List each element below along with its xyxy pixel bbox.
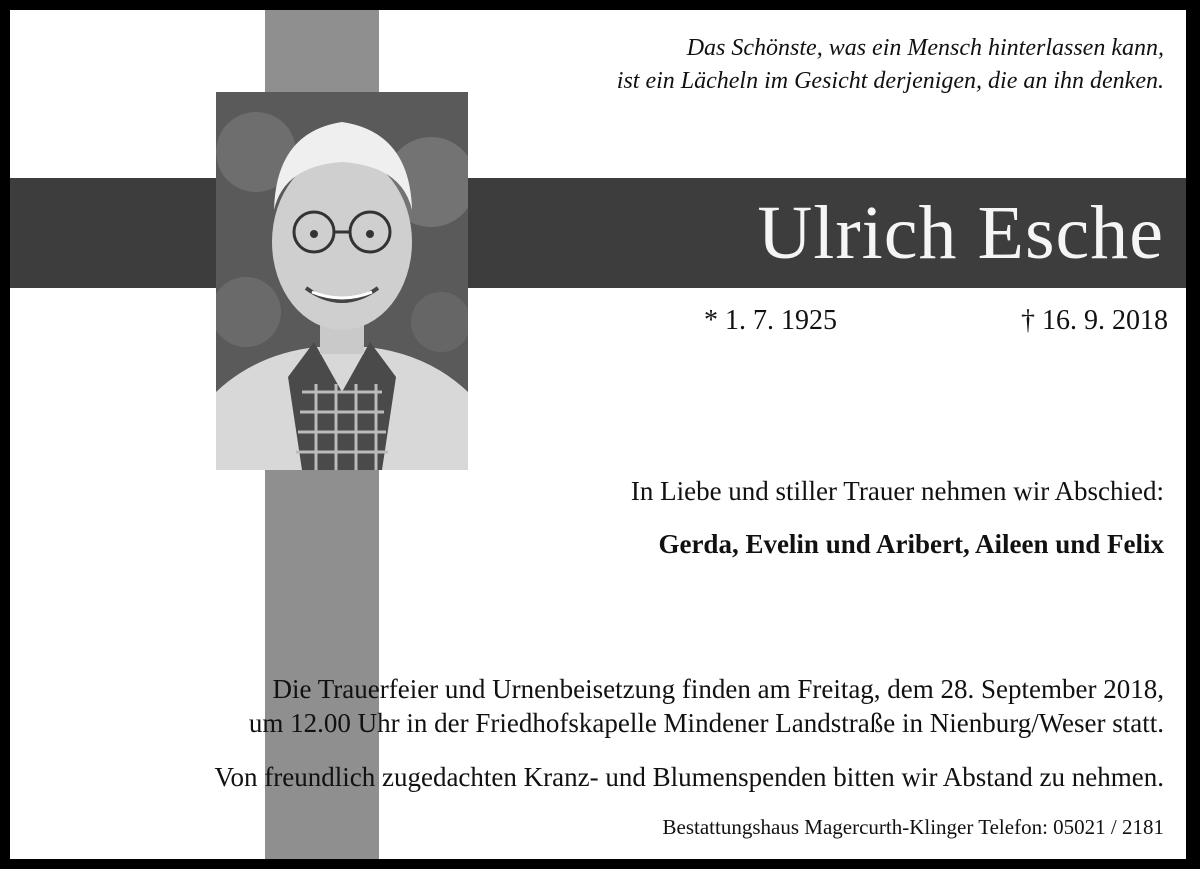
- deceased-name: Ulrich Esche: [757, 191, 1164, 275]
- service-line-2: um 12.00 Uhr in der Friedhofskapelle Mindener Landstraße in Nienburg/Weser statt.: [248, 708, 1164, 738]
- memorial-quote: [464, 32, 1164, 98]
- obituary-card: [10, 10, 1186, 859]
- service-details: [249, 672, 1164, 740]
- death-date: † 16. 9. 2018: [1021, 305, 1168, 336]
- service-line-1: Die Trauerfeier und Urnenbeisetzung finden am Freitag, dem 28. September 2018,: [272, 674, 1164, 704]
- mourner-names: Gerda, Evelin und Aribert, Aileen und Felix: [658, 529, 1164, 559]
- portrait-photo: [216, 92, 468, 470]
- birth-date: * 1. 7. 1925: [704, 305, 837, 336]
- quote-line-2: ist ein Lächeln im Gesicht derjenigen, die an ihn denken.: [616, 68, 1164, 94]
- flowers-note: Von freundlich zugedachten Kranz- und Blumenspenden bitten wir Abstand zu nehmen.: [214, 762, 1164, 792]
- quote-line-1: Das Schönste, was ein Mensch hinterlassen kann,: [686, 35, 1164, 61]
- farewell-intro: In Liebe und stiller Trauer nehmen wir Abschied:: [630, 476, 1164, 506]
- funeral-home-contact: Bestattungshaus Magercurth-Klinger Telefon: 05021 / 2181: [662, 815, 1164, 839]
- portrait-illustration: [216, 92, 468, 470]
